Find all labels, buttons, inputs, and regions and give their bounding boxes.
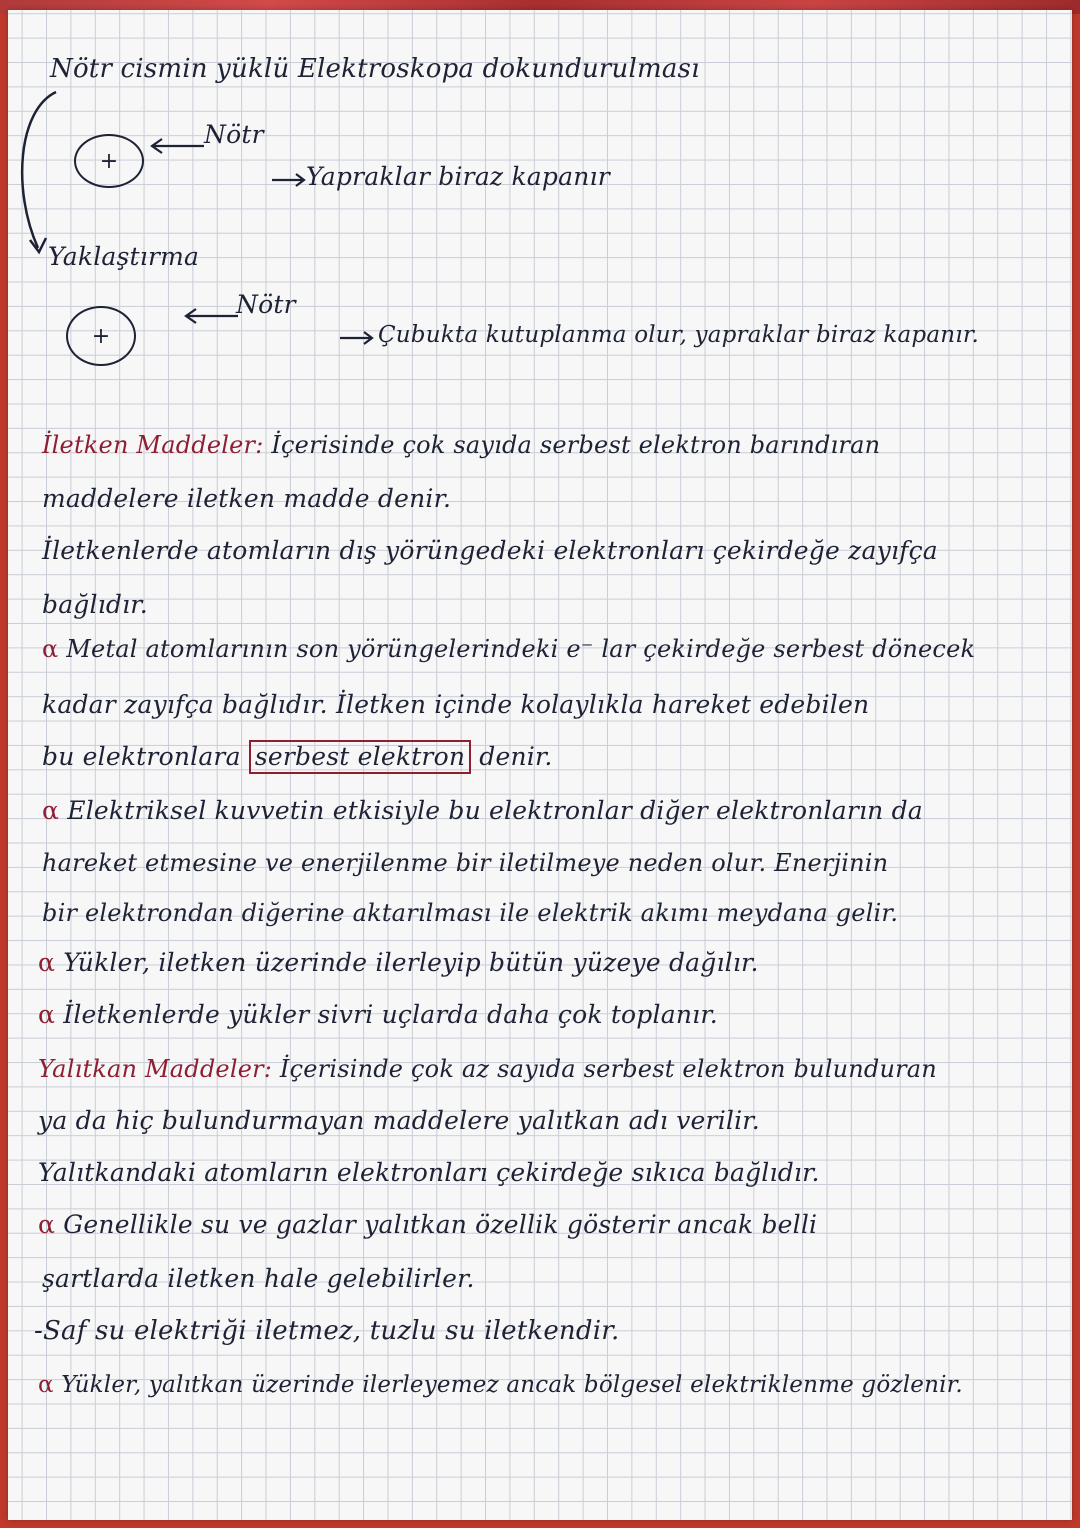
line-text: Metal atomlarının son yörüngelerindeki e⁻ lar çekirdeğe serbest dönecek xyxy=(66,635,976,663)
bullet-line: hareket etmesine ve enerjilenme bir iletilmeye neden olur. Enerjinin xyxy=(42,849,889,877)
charge-sign: + xyxy=(91,323,111,349)
conductors-line: İletkenlerde atomların dış yörüngedeki elektronları çekirdeğe zayıfça xyxy=(42,536,938,565)
neutral-label: Nötr xyxy=(204,120,264,149)
neutral-label: Nötr xyxy=(236,290,296,319)
charged-body-circle xyxy=(66,306,136,366)
alpha-bullet-icon: α xyxy=(38,1372,54,1398)
line-text: Yükler, iletken üzerinde ilerleyip bütün yüzeye dağılır. xyxy=(63,948,759,977)
section-heading: İletken Maddeler: xyxy=(42,431,264,459)
line-text: İçerisinde çok sayıda serbest elektron barındıran xyxy=(271,431,881,459)
bullet-line xyxy=(38,1370,963,1400)
bullet-line xyxy=(42,740,553,774)
bullet-line: kadar zayıfça bağlıdır. İletken içinde kolaylıkla hareket edebilen xyxy=(42,690,870,719)
charged-body-circle xyxy=(74,134,144,188)
bullet-line xyxy=(38,1000,718,1030)
bullet-line xyxy=(42,634,975,664)
right-arrow-icon xyxy=(338,328,378,348)
result-text: Yapraklar biraz kapanır xyxy=(306,162,610,191)
line-text: İletkenlerde yükler sivri uçlarda daha çok toplanır. xyxy=(63,1000,718,1029)
section-heading: Yalıtkan Maddeler: xyxy=(38,1055,273,1083)
bullet-line xyxy=(38,948,759,978)
notebook-page xyxy=(8,10,1072,1520)
charge-sign: + xyxy=(99,148,119,174)
alpha-bullet-icon: α xyxy=(38,1210,56,1239)
conductors-line xyxy=(42,430,880,460)
alpha-bullet-icon: α xyxy=(42,635,59,663)
curved-arrow-icon xyxy=(8,70,68,270)
line-text: Yükler, yalıtkan üzerinde ilerleyemez ancak bölgesel elektriklenme gözlenir. xyxy=(61,1372,963,1398)
serbest-elektron-box: serbest elektron xyxy=(249,740,471,774)
conductors-line: maddelere iletken madde denir. xyxy=(42,484,452,513)
insulators-line: Yalıtkandaki atomların elektronları çekirdeğe sıkıca bağlıdır. xyxy=(38,1158,820,1187)
line-text: İçerisinde çok az sayıda serbest elektron bulunduran xyxy=(279,1055,937,1083)
alpha-bullet-icon: α xyxy=(38,948,56,977)
insulators-line: ya da hiç bulundurmayan maddelere yalıtkan adı verilir. xyxy=(38,1106,760,1135)
line-text: denir. xyxy=(479,742,553,771)
bullet-line xyxy=(38,1210,817,1240)
page-title: Nötr cismin yüklü Elektroskopa dokundurulması xyxy=(50,54,700,84)
line-text: Elektriksel kuvvetin etkisiyle bu elektronlar diğer elektronların da xyxy=(67,796,923,825)
dash-line: -Saf su elektriği iletmez, tuzlu su iletkendir. xyxy=(34,1316,620,1346)
conductors-line: bağlıdır. xyxy=(42,590,148,619)
right-arrow-icon xyxy=(270,170,310,190)
alpha-bullet-icon: α xyxy=(38,1000,56,1029)
left-arrow-icon xyxy=(180,306,240,326)
bullet-line: bir elektrondan diğerine aktarılması ile elektrik akımı meydana gelir. xyxy=(42,899,899,927)
line-text: bu elektronlara xyxy=(42,742,241,771)
alpha-bullet-icon: α xyxy=(42,796,60,825)
approach-label: Yaklaştırma xyxy=(48,242,200,271)
bullet-line: şartlarda iletken hale gelebilirler. xyxy=(42,1264,475,1293)
result-text: Çubukta kutuplanma olur, yapraklar biraz kapanır. xyxy=(378,322,979,348)
left-arrow-icon xyxy=(146,136,206,156)
bullet-line xyxy=(42,796,923,826)
line-text: Genellikle su ve gazlar yalıtkan özellik gösterir ancak belli xyxy=(63,1210,818,1239)
insulators-line xyxy=(38,1054,937,1084)
